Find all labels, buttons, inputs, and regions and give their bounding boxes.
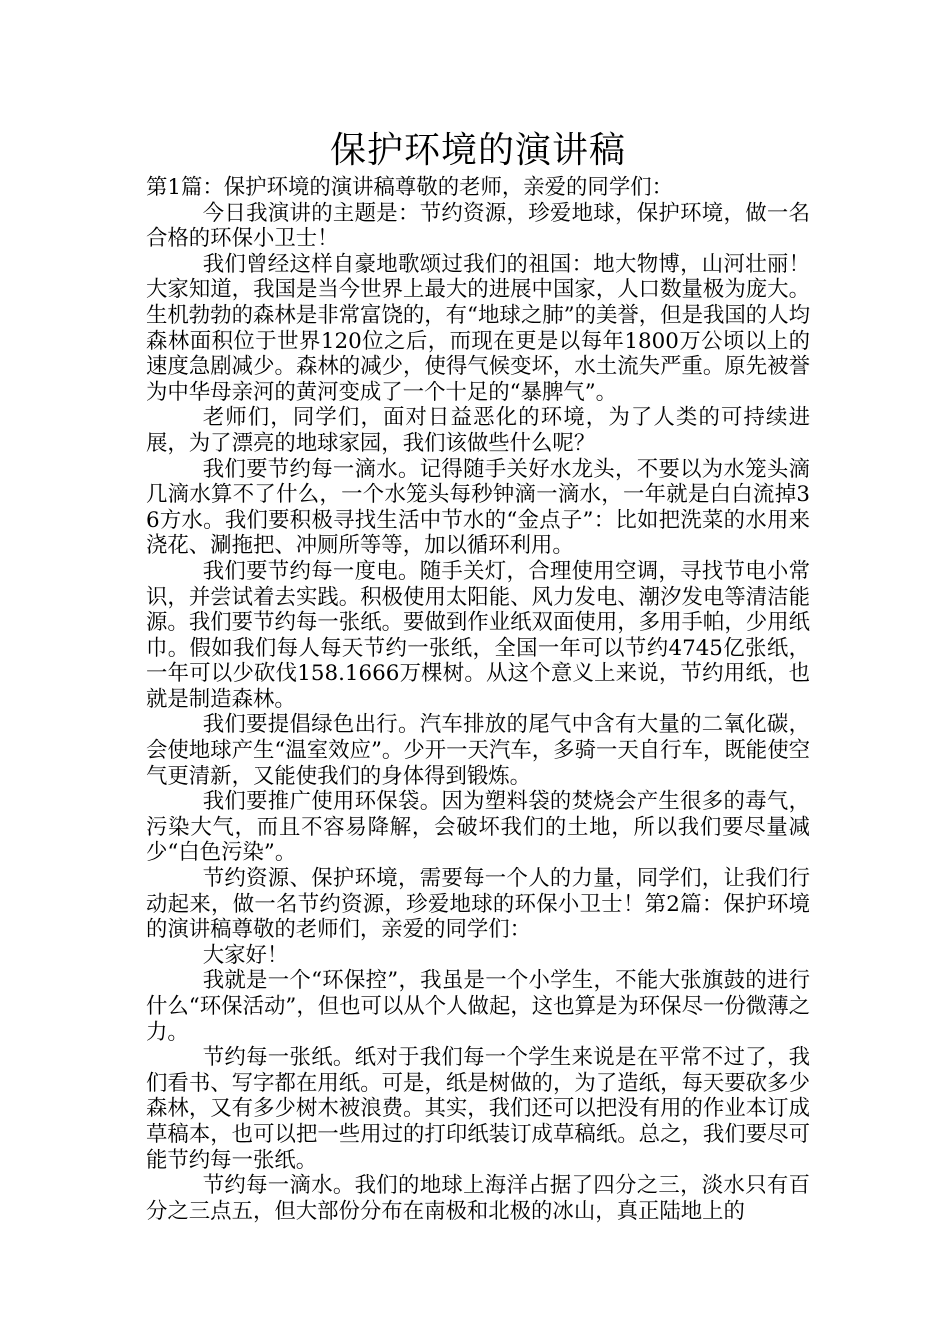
body-paragraph: 老师们，同学们，面对日益恶化的环境，为了人类的可持续进展，为了漂亮的地球家园，我们该做些什么呢？ — [146, 405, 810, 456]
body-paragraph: 我就是一个“环保控”，我虽是一个小学生，不能大张旗鼓的进行什么“环保活动”，但也可以从个人做起，这也算是为环保尽一份微薄之力。 — [146, 968, 810, 1045]
body-paragraph: 节约资源、保护环境，需要每一个人的力量，同学们，让我们行动起来，做一名节约资源，珍爱地球的环保小卫士！第2篇：保护环境的演讲稿尊敬的老师们，亲爱的同学们： — [146, 866, 810, 943]
body-paragraph: 大家好！ — [202, 942, 289, 968]
document-body — [146, 175, 810, 1224]
body-paragraph: 今日我演讲的主题是：节约资源，珍爱地球，保护环境，做一名合格的环保小卫士！ — [146, 200, 810, 252]
body-paragraph: 我们要节约每一滴水。记得随手关好水龙头，不要以为水笼头滴几滴水算不了什么，一个水笼头每秒钟滴一滴水，一年就是白白流掉36方水。我们要积极寻找生活中节水的“金点子”：比如把洗菜的水用来浇花、涮拖把、冲厕所等等，加以循环利用。 — [146, 456, 810, 559]
body-paragraph: 我们要节约每一度电。随手关灯，合理使用空调，寻找节电小常识，并尝试着去实践。积极使用太阳能、风力发电、潮汐发电等清洁能源。我们要节约每一张纸。要做到作业纸双面使用，多用手帕，少用纸巾。假如我们每人每天节约一张纸，全国一年可以节约4745亿张纸，一年可以少砍伐158.1666万棵树。从这个意义上来说，节约用纸，也就是制造森林。 — [146, 558, 810, 712]
document-title: 保护环境的演讲稿 — [329, 130, 626, 171]
body-paragraph: 节约每一张纸。纸对于我们每一个学生来说是在平常不过了，我们看书、写字都在用纸。可是，纸是树做的，为了造纸，每天要砍多少森林，又有多少树木被浪费。其实，我们还可以把没有用的作业本订成草稿本，也可以把一些用过的打印纸装订成草稿纸。总之，我们要尽可能节约每一张纸。 — [146, 1045, 810, 1173]
body-paragraph: 第1篇：保护环境的演讲稿尊敬的老师，亲爱的同学们： — [146, 175, 673, 200]
body-paragraph: 我们曾经这样自豪地歌颂过我们的祖国：地大物博，山河壮丽！大家知道，我国是当今世界上最大的进展中国家，人口数量极为庞大。生机勃勃的森林是非常富饶的，有“地球之肺”的美誉，但是我国的人均森林面积位于世界120位之后，而现在更是以每年1800万公顷以上的速度急剧减少。森林的减少，使得气候变坏，水土流失严重。原先被誉为中华母亲河的黄河变成了一个十足的“暴脾气”。 — [146, 251, 810, 405]
body-paragraph: 我们要提倡绿色出行。汽车排放的尾气中含有大量的二氧化碳，会使地球产生“温室效应”。少开一天汽车，多骑一天自行车，既能使空气更清新，又能使我们的身体得到锻炼。 — [146, 712, 810, 789]
body-paragraph: 我们要推广使用环保袋。因为塑料袋的焚烧会产生很多的毒气，污染大气，而且不容易降解，会破坏我们的土地，所以我们要尽量减少“白色污染”。 — [146, 789, 810, 866]
body-paragraph: 节约每一滴水。我们的地球上海洋占据了四分之三，淡水只有百分之三点五，但大部份分布在南极和北极的冰山，真正陆地上的 — [146, 1173, 810, 1224]
document-page — [146, 128, 810, 1224]
